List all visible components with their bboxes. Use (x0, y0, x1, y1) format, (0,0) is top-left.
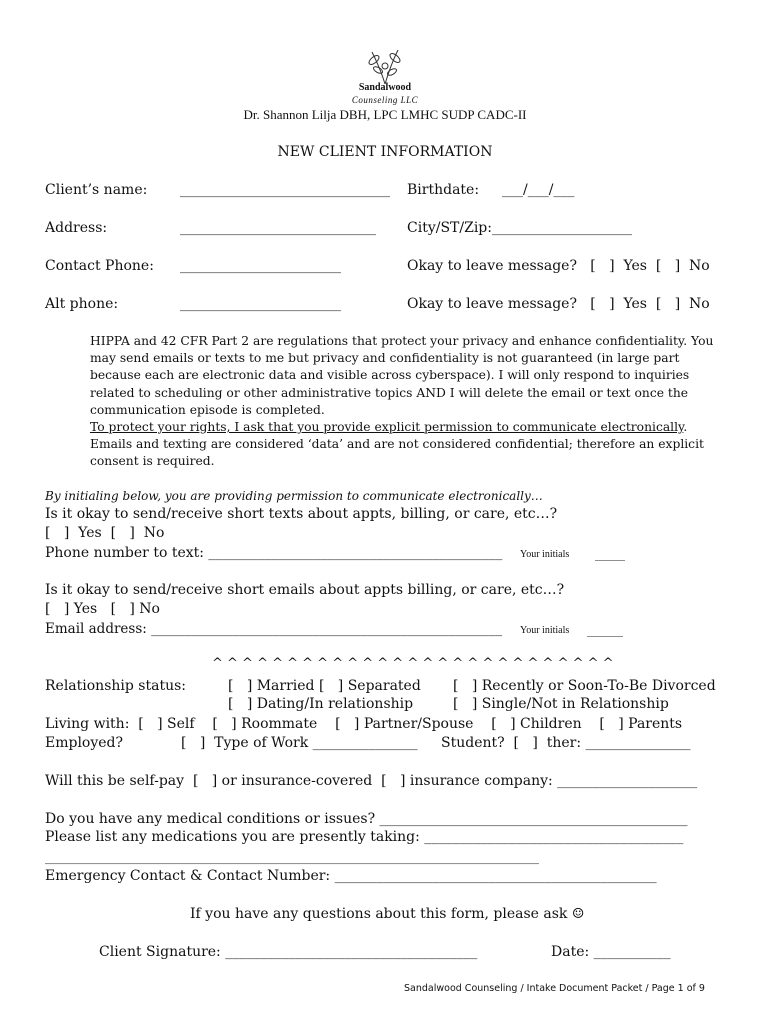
student-field[interactable]: Student? [ ] ther: _______________ (441, 735, 691, 751)
address-field[interactable]: ____________________________ (180, 220, 376, 236)
logo-name: Sandalwood (358, 82, 412, 93)
relationship-status-label: Relationship status: (45, 678, 186, 694)
questions-note: If you have any questions about this form, please ask ☺ (190, 906, 585, 922)
payment-field[interactable]: Will this be self-pay [ ] or insurance-covered [ ] insurance company: ____________________ (45, 773, 698, 789)
sandalwood-leaf-icon (348, 46, 422, 86)
city-st-zip-field[interactable]: City/ST/Zip:____________________ (407, 220, 632, 236)
medical-conditions-field[interactable]: Do you have any medical conditions or issues? ____________________________________________ (45, 811, 688, 827)
initials-label-1: Your initials (520, 549, 570, 560)
privacy-underlined: To protect your rights, I ask that you provide explicit permission to communicate electronically (90, 420, 684, 435)
alt-phone-label: Alt phone: (45, 296, 119, 312)
medications-extra-line[interactable]: ____________________________________________________________________________ (45, 850, 539, 865)
alt-phone-field[interactable]: _______________________ (180, 296, 341, 312)
page-title: NEW CLIENT INFORMATION (277, 144, 493, 160)
privacy-notice (45, 333, 715, 471)
consent-intro: By initialing below, you are providing permission to communicate electronically… (45, 489, 543, 503)
texts-question: Is it okay to send/receive short texts about appts, billing, or care, etc…? (45, 506, 558, 522)
logo-sub: Counseling LLC (351, 95, 419, 105)
contact-phone-field[interactable]: _______________________ (180, 258, 341, 274)
initials-label-2: Your initials (520, 625, 570, 636)
privacy-paragraph-1: HIPPA and 42 CFR Part 2 are regulations that protect your privacy and enhance confidentiality. You may send emails or texts to me but privacy and confidentiality is not guaranteed (in large part because each are electronic data and visible across cyberspace). I will only respond to inquiries related to scheduling or other administrative topics AND I will delete the email or text once the communication episode is completed. (90, 334, 714, 417)
email-address-field[interactable]: Email address: ____________________________________________________ (45, 621, 503, 637)
privacy-rest: . Emails and texting are considered ‘data’ and are not considered confidential; therefore an explicit consent is required. (90, 420, 704, 469)
contact-phone-label: Contact Phone: (45, 258, 154, 274)
texts-options[interactable]: [ ] Yes [ ] No (45, 525, 165, 541)
living-with-options[interactable]: Living with: [ ] Self [ ] Roommate [ ] Partner/Spouse [ ] Children [ ] Parents (45, 716, 683, 732)
birthdate-field[interactable]: ___/___/___ (502, 182, 575, 198)
initials-field-2[interactable]: ______ (587, 623, 623, 637)
leave-message-option-1[interactable]: Okay to leave message? [ ] Yes [ ] No (407, 258, 710, 274)
dating-option[interactable]: [ ] Dating/In relationship (228, 696, 414, 712)
initials-field-1[interactable]: _____ (595, 547, 625, 561)
birthdate-label: Birthdate: (407, 182, 480, 198)
medications-field[interactable]: Please list any medications you are presently taking: _____________________________________ (45, 829, 684, 845)
married-separated-options[interactable]: [ ] Married [ ] Separated (228, 678, 421, 694)
client-name-label: Client’s name: (45, 182, 148, 198)
emails-options[interactable]: [ ] Yes [ ] No (45, 601, 160, 617)
emails-question: Is it okay to send/receive short emails about appts billing, or care, etc…? (45, 582, 565, 598)
section-divider: ^ ^ ^ ^ ^ ^ ^ ^ ^ ^ ^ ^ ^ ^ ^ ^ ^ ^ ^ ^ ^ ^ ^ ^ ^ ^ ^ (212, 656, 614, 671)
page-footer: Sandalwood Counseling / Intake Document Packet / Page 1 of 9 (404, 983, 705, 994)
divorced-option[interactable]: [ ] Recently or Soon-To-Be Divorced (453, 678, 716, 694)
address-label: Address: (45, 220, 108, 236)
leave-message-option-2[interactable]: Okay to leave message? [ ] Yes [ ] No (407, 296, 710, 312)
client-name-field[interactable]: ______________________________ (180, 182, 390, 198)
logo (348, 46, 422, 108)
phone-to-text-field[interactable]: Phone number to text: __________________________________________ (45, 545, 503, 561)
client-signature-field[interactable]: Client Signature: ____________________________________ (99, 944, 478, 960)
date-field[interactable]: Date: ___________ (551, 944, 671, 960)
employed-label: Employed? (45, 735, 124, 751)
single-option[interactable]: [ ] Single/Not in Relationship (453, 696, 669, 712)
type-of-work-field[interactable]: [ ] Type of Work _______________ (181, 735, 418, 751)
emergency-contact-field[interactable]: Emergency Contact & Contact Number: ______________________________________________ (45, 868, 657, 884)
provider-name: Dr. Shannon Lilja DBH, LPC LMHC SUDP CADC-II (243, 107, 527, 122)
privacy-paragraph-2 (45, 419, 715, 471)
